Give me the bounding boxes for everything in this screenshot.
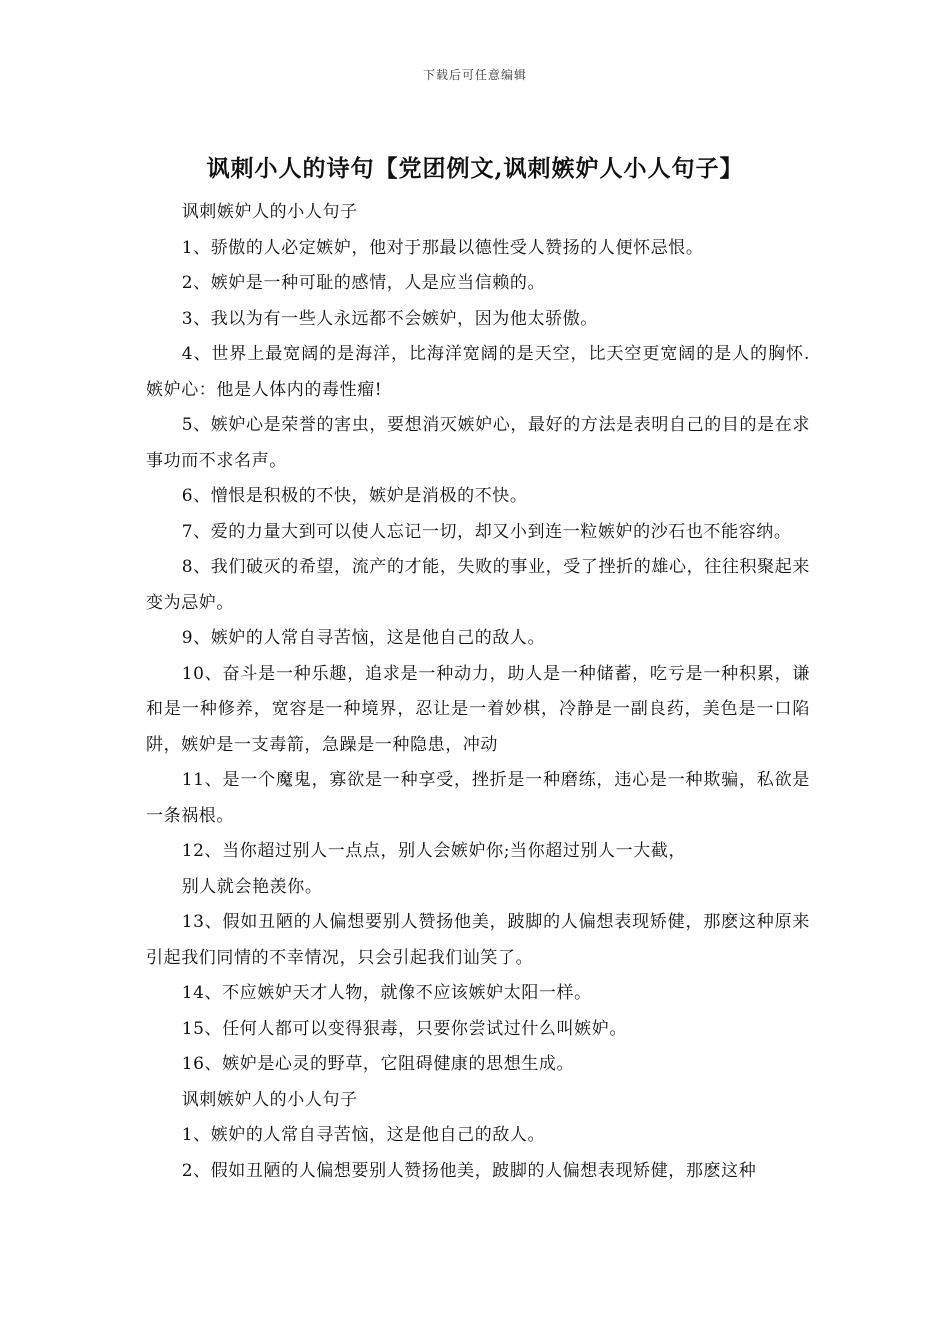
header-note: 下载后可任意编辑: [422, 68, 527, 82]
paragraph: 4、世界上最宽阔的是海洋，比海洋宽阔的是天空，比天空更宽阔的是人的胸怀.嫉妒心：他是人体内的毒性瘤!: [146, 344, 810, 400]
paragraph: 2、嫉妒是一种可耻的感情，人是应当信赖的。: [181, 273, 546, 293]
paragraph: 2、假如丑陋的人偏想要别人赞扬他美，跛脚的人偏想表现矫健，那麽这种: [181, 1160, 757, 1181]
paragraph: 16、嫉妒是心灵的野草，它阻碍健康的思想生成。: [181, 1054, 575, 1074]
paragraph: 别人就会艳羡你。: [181, 876, 323, 897]
document-body: [146, 195, 810, 1189]
paragraph: 6、憎恨是积极的不快，嫉妒是消极的不快。: [181, 486, 528, 506]
paragraph: 3、我以为有一些人永远都不会嫉妒，因为他太骄傲。: [181, 308, 598, 329]
paragraph: 10、奋斗是一种乐趣，追求是一种动力，助人是一种储蓄，吃亏是一种积累，谦和是一种修养，宽容是一种境界，忍让是一着妙棋，冷静是一副良药，美色是一口陷阱，嫉妒是一支毒箭，急躁是一种隐患，冲动: [146, 663, 810, 755]
paragraph: 9、嫉妒的人常自寻苦恼，这是他自己的敌人。: [181, 628, 546, 648]
paragraph: 1、骄傲的人必定嫉妒，他对于那最以德性受人赞扬的人便怀忌恨。: [181, 237, 704, 258]
paragraph: 8、我们破灭的希望，流产的才能，失败的事业，受了挫折的雄心，往往积聚起来变为忌妒。: [146, 557, 810, 613]
paragraph: 15、任何人都可以变得狠毒，只要你尝试过什么叫嫉妒。: [181, 1018, 627, 1039]
paragraph: 14、不应嫉妒天才人物，就像不应该嫉妒太阳一样。: [181, 983, 592, 1003]
paragraph: 12、当你超过别人一点点，别人会嫉妒你;当你超过别人一大截，: [181, 841, 687, 861]
paragraph: 5、嫉妒心是荣誉的害虫，要想消灭嫉妒心，最好的方法是表明自己的目的是在求事功而不求名声。: [146, 415, 810, 471]
section-heading: 讽刺嫉妒人的小人句子: [181, 202, 358, 222]
paragraph: 11、是一个魔鬼，寡欲是一种享受，挫折是一种磨练，违心是一种欺骗，私欲是一条祸根。: [146, 770, 810, 826]
paragraph: 1、嫉妒的人常自寻苦恼，这是他自己的敌人。: [181, 1125, 546, 1145]
section-heading: 讽刺嫉妒人的小人句子: [181, 1089, 358, 1110]
document-title: 讽刺小人的诗句【党团例文,讽刺嫉妒人小人句子】: [206, 155, 744, 182]
paragraph: 7、爱的力量大到可以使人忘记一切，却又小到连一粒嫉妒的沙石也不能容纳。: [181, 521, 792, 542]
paragraph: 13、假如丑陋的人偏想要别人赞扬他美，跛脚的人偏想表现矫健，那麽这种原来引起我们同情的不幸情况，只会引起我们讪笑了。: [146, 912, 810, 968]
